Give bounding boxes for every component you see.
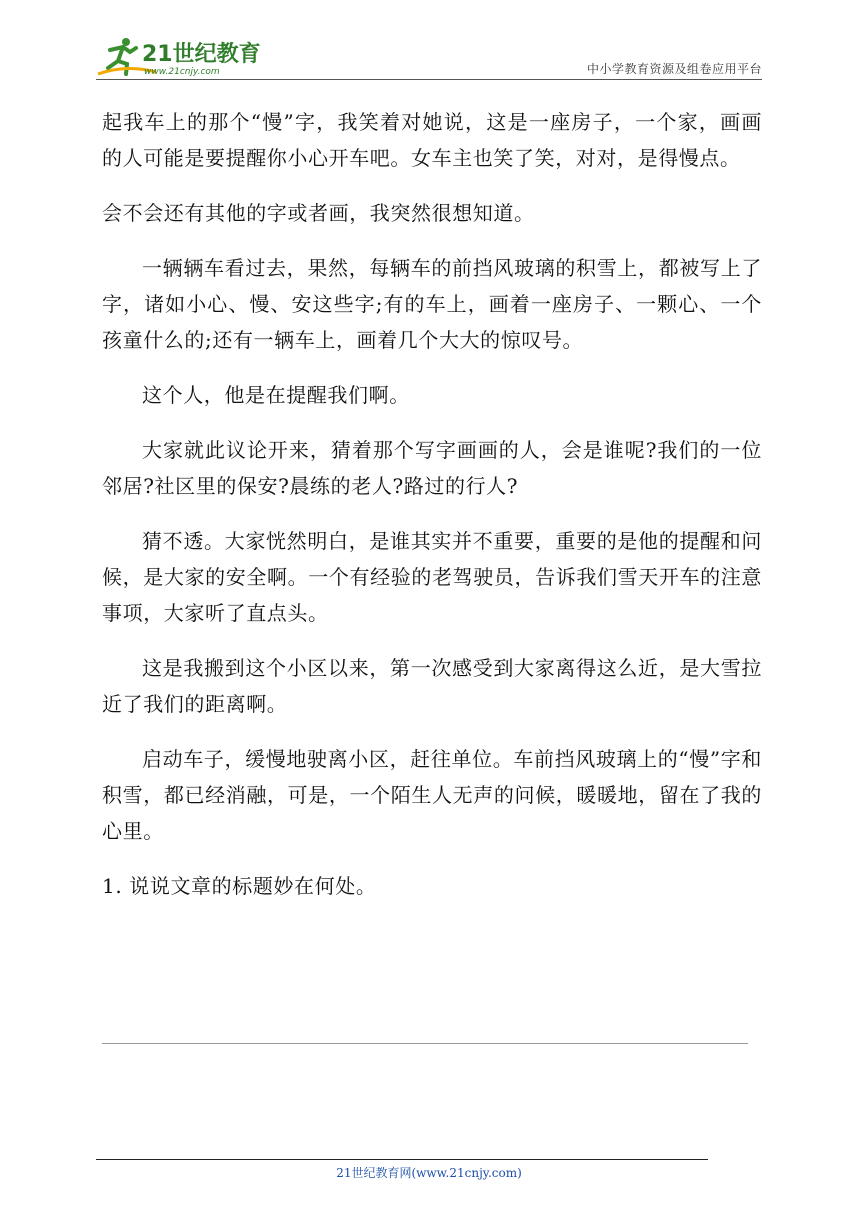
answer-line: [102, 1043, 748, 1044]
site-caption: 中小学教育资源及组卷应用平台: [586, 62, 762, 76]
footer-divider: [96, 1159, 708, 1160]
paragraph-7: 这是我搬到这个小区以来，第一次感受到大家离得这么近，是大雪拉近了我们的距离啊。: [102, 656, 762, 716]
site-logo[interactable]: [96, 34, 266, 78]
paragraph-8: 启动车子，缓慢地驶离小区，赶往单位。车前挡风玻璃上的“慢”字和积雪，都已经消融，可是，一个陌生人无声的问候，暖暖地，留在了我的心里。: [102, 747, 762, 843]
question-1: 1. 说说文章的标题妙在何处。: [102, 874, 377, 898]
logo-wordmark: 21世纪教育: [142, 42, 261, 67]
paragraph-1: 起我车上的那个“慢”字，我笑着对她说，这是一座房子，一个家，画画的人可能是要提醒你小心开车吧。女车主也笑了笑，对对，是得慢点。: [102, 110, 762, 170]
runner-logo-icon: [96, 34, 266, 78]
paragraph-4: 这个人，他是在提醒我们啊。: [142, 383, 410, 407]
paragraph-5: 大家就此议论开来，猜着那个写字画画的人，会是谁呢?我们的一位邻居?社区里的保安?晨练的老人?路过的行人?: [102, 438, 762, 498]
page-header: [96, 34, 762, 80]
footer-link[interactable]: 21世纪教育网(www.21cnjy.com): [336, 1166, 522, 1180]
logo-url: www.21cnjy.com: [144, 67, 220, 77]
paragraph-6: 猜不透。大家恍然明白，是谁其实并不重要，重要的是他的提醒和问候，是大家的安全啊。一个有经验的老驾驶员，告诉我们雪天开车的注意事项，大家听了直点头。: [102, 529, 762, 625]
paragraph-2: 会不会还有其他的字或者画，我突然很想知道。: [102, 201, 535, 225]
article-body: [102, 104, 762, 904]
paragraph-3: 一辆辆车看过去，果然，每辆车的前挡风玻璃的积雪上，都被写上了字，诸如小心、慢、安这些字;有的车上，画着一座房子、一颗心、一个孩童什么的;还有一辆车上，画着几个大大的惊叹号。: [102, 256, 762, 352]
header-divider: [96, 79, 762, 80]
